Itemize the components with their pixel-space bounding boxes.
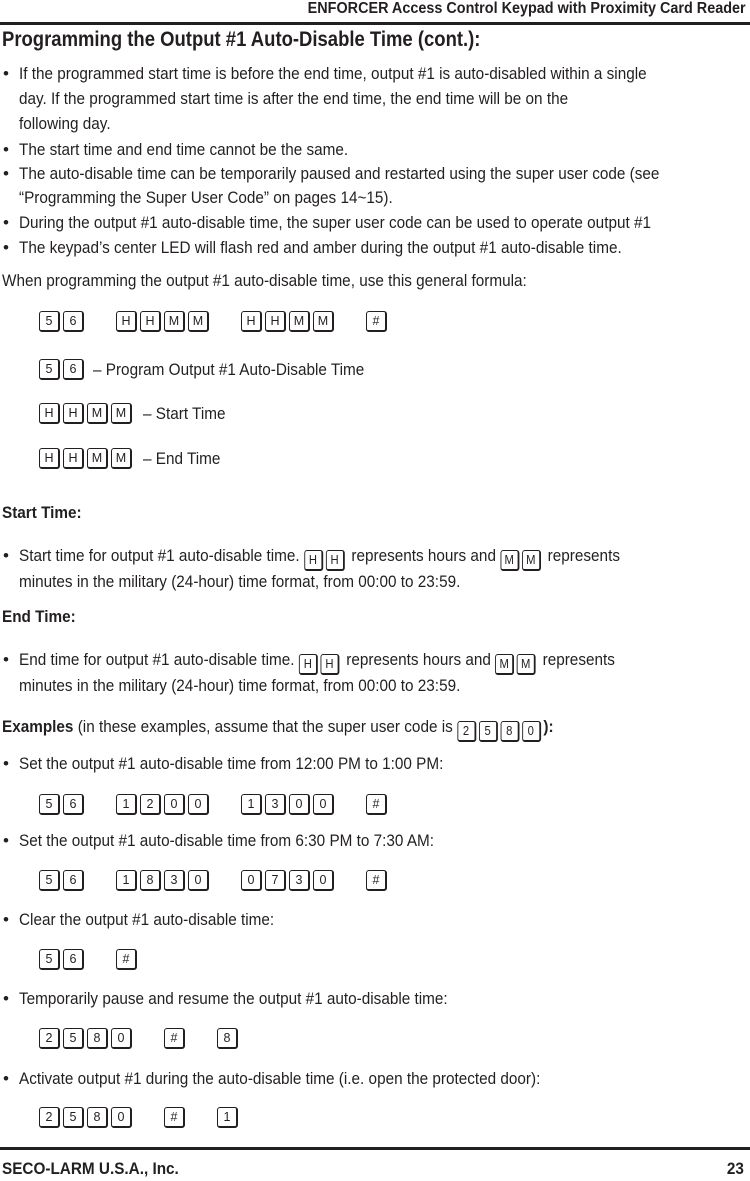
keypad-key-icon: 3 [289,870,310,891]
legend-text: – Start Time [143,404,226,423]
keypad-key-icon: H [304,550,323,571]
footer-rule [0,1147,750,1150]
key-group [39,1107,135,1128]
minutes-keys [495,654,538,675]
keypad-key-icon: 0 [313,794,334,815]
keypad-key-icon: # [116,949,137,970]
bullet-text-line: The auto-disable time can be temporarily paused and restarted using the super user code (see [19,164,660,183]
header-rule [0,22,750,25]
keypad-key-icon: 2 [39,1028,60,1049]
keypad-key-icon: M [313,311,334,332]
keypad-key-icon: 6 [63,949,84,970]
bullet: • [3,164,9,183]
keypad-key-icon: # [164,1107,185,1128]
key-group [116,311,212,332]
keypad-key-icon: 0 [164,794,185,815]
key-group [39,794,87,815]
key-group [39,1028,135,1049]
examples-heading: Examples [2,717,74,736]
keypad-key-icon: 0 [111,1028,132,1049]
keypad-key-icon: 5 [39,311,60,332]
bullet: • [3,754,9,773]
keypad-key-icon: M [289,311,310,332]
keypad-key-icon: # [366,794,387,815]
legend-keys [39,359,87,380]
key-group [164,1028,188,1049]
keypad-key-icon: 6 [63,359,84,380]
keypad-key-icon: 2 [140,794,161,815]
example-text: Set the output #1 auto-disable time from 12:00 PM to 1:00 PM: [19,754,444,773]
keypad-key-icon: M [500,550,519,571]
keypad-key-icon: 5 [39,794,60,815]
example-text: Activate output #1 during the auto-disable time (i.e. open the protected door): [19,1069,541,1088]
keypad-key-icon: 1 [116,794,137,815]
bullet-text-line: “Programming the Super User Code” on pages 14~15). [19,188,393,207]
keypad-key-icon: 5 [479,721,498,742]
keypad-key-icon: 8 [217,1028,238,1049]
key-group [366,870,390,891]
hours-keys [299,654,342,675]
keypad-key-icon: H [116,311,137,332]
example-keys [39,949,169,970]
keypad-key-icon: M [188,311,209,332]
bullet-text-line: During the output #1 auto-disable time, the super user code can be used to operate output #1 [19,213,651,232]
bullet: • [3,140,9,159]
end-time-line [19,647,615,675]
start-time-line2: minutes in the military (24-hour) time format, from 00:00 to 23:59. [19,572,461,591]
key-group [241,794,337,815]
examples-intro: (in these examples, assume that the super user code is [77,717,453,736]
keypad-key-icon: H [63,448,84,469]
end-time-heading: End Time: [2,607,76,626]
example-keys [39,794,419,815]
end-time-line2: minutes in the military (24-hour) time format, from 00:00 to 23:59. [19,676,461,695]
keypad-key-icon: M [111,448,132,469]
keypad-key-icon: 8 [87,1107,108,1128]
keypad-key-icon: 5 [63,1028,84,1049]
keypad-key-icon: 0 [241,870,262,891]
hours-keys [304,550,347,571]
keypad-key-icon: H [241,311,262,332]
key-group [39,311,87,332]
keypad-key-icon: 6 [63,311,84,332]
keypad-key-icon: 0 [188,794,209,815]
page-number: 23 [726,1159,744,1178]
keypad-key-icon: M [522,550,541,571]
start-post: represents [547,546,620,565]
section-title: Programming the Output #1 Auto-Disable Time (cont.): [2,28,481,51]
keypad-key-icon: 8 [500,721,519,742]
keypad-key-icon: H [265,311,286,332]
start-pre: Start time for output #1 auto-disable time. [19,546,300,565]
keypad-key-icon: 5 [39,949,60,970]
keypad-key-icon: 6 [63,794,84,815]
end-mid: represents hours and [346,650,491,669]
bullet: • [3,650,9,669]
super-user-code-keys [457,721,543,742]
keypad-key-icon: M [87,403,108,424]
formula-keys [39,311,419,332]
key-group [241,311,337,332]
start-time-line [19,543,620,571]
example-text: Temporarily pause and resume the output #1 auto-disable time: [19,989,448,1008]
key-group [241,870,337,891]
keypad-key-icon: 8 [87,1028,108,1049]
keypad-key-icon: 5 [63,1107,84,1128]
keypad-key-icon: H [39,403,60,424]
key-group [217,1028,241,1049]
example-text: Set the output #1 auto-disable time from 6:30 PM to 7:30 AM: [19,831,435,850]
keypad-key-icon: 5 [39,359,60,380]
bullet: • [3,213,9,232]
bullet: • [3,238,9,257]
minutes-keys [500,550,543,571]
key-group [116,949,140,970]
keypad-key-icon: M [495,654,514,675]
bullet-text-line: following day. [19,114,111,133]
keypad-key-icon: 0 [188,870,209,891]
start-time-heading: Start Time: [2,503,82,522]
legend-keys [39,448,135,469]
end-post: represents [542,650,615,669]
legend-text: – Program Output #1 Auto-Disable Time [93,360,365,379]
keypad-key-icon: 3 [164,870,185,891]
running-header: ENFORCER Access Control Keypad with Proximity Card Reader [308,0,746,17]
examples-close: ): [543,717,554,736]
bullet: • [3,1069,9,1088]
keypad-key-icon: M [87,448,108,469]
keypad-key-icon: H [320,654,339,675]
formula-intro: When programming the output #1 auto-disable time, use this general formula: [2,271,527,290]
bullet: • [3,64,9,83]
keypad-key-icon: H [63,403,84,424]
keypad-key-icon: H [39,448,60,469]
key-group [366,794,390,815]
key-group [164,1107,188,1128]
legend-keys [39,403,135,424]
keypad-key-icon: 2 [457,721,476,742]
keypad-key-icon: 1 [241,794,262,815]
key-group [39,949,87,970]
keypad-key-icon: 0 [289,794,310,815]
key-group [116,870,212,891]
keypad-key-icon: 5 [39,870,60,891]
keypad-key-icon: # [366,311,387,332]
footer-company: SECO-LARM U.S.A., Inc. [2,1159,179,1178]
keypad-key-icon: # [164,1028,185,1049]
keypad-key-icon: M [164,311,185,332]
bullet: • [3,546,9,565]
keypad-key-icon: # [366,870,387,891]
example-keys [39,870,419,891]
keypad-key-icon: H [326,550,345,571]
end-pre: End time for output #1 auto-disable time. [19,650,295,669]
keypad-key-icon: 1 [116,870,137,891]
key-group [366,311,390,332]
key-group [39,870,87,891]
key-group [217,1107,241,1128]
example-keys [39,1107,270,1128]
bullet: • [3,831,9,850]
example-text: Clear the output #1 auto-disable time: [19,910,275,929]
keypad-key-icon: 3 [265,794,286,815]
bullet-text-line: If the programmed start time is before the end time, output #1 is auto-disabled within a single [19,64,647,83]
keypad-key-icon: H [299,654,318,675]
keypad-key-icon: 0 [313,870,334,891]
key-group [116,794,212,815]
bullet-text-line: The start time and end time cannot be the same. [19,140,349,159]
keypad-key-icon: 7 [265,870,286,891]
keypad-key-icon: 0 [522,721,541,742]
keypad-key-icon: 8 [140,870,161,891]
keypad-key-icon: H [140,311,161,332]
bullet-text-line: day. If the programmed start time is after the end time, the end time will be on the [19,89,569,108]
keypad-key-icon: M [517,654,536,675]
start-mid: represents hours and [351,546,496,565]
legend-text: – End Time [143,449,221,468]
bullet: • [3,910,9,929]
bullet: • [3,989,9,1008]
example-keys [39,1028,270,1049]
bullet-text-line: The keypad’s center LED will flash red and amber during the output #1 auto-disable time. [19,238,622,257]
keypad-key-icon: 6 [63,870,84,891]
keypad-key-icon: 1 [217,1107,238,1128]
keypad-key-icon: 0 [111,1107,132,1128]
examples-line [2,714,554,742]
keypad-key-icon: 2 [39,1107,60,1128]
keypad-key-icon: M [111,403,132,424]
